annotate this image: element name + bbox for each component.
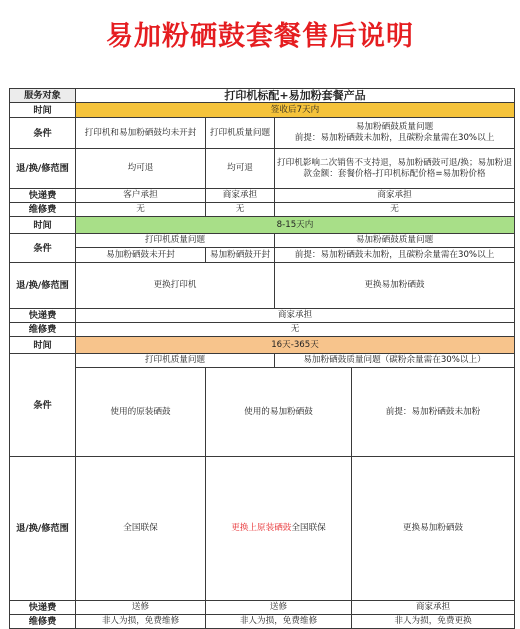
period1-ship-b: 商家承担: [206, 189, 275, 203]
period3-cond-left-title: 打印机质量问题: [76, 354, 275, 368]
period1-condition-row: [10, 118, 515, 149]
period3-shipping-row: [10, 601, 515, 615]
period1-rep-a: 无: [76, 203, 206, 217]
repair-label: 维修费: [10, 323, 76, 337]
period1-shipping-row: [10, 189, 515, 203]
shipping-label: 快递费: [10, 601, 76, 615]
period1-cond-toner-detail: 前提：易加粉硒鼓未加粉，且碳粉余量需在30%以上: [294, 133, 495, 143]
period2-shipping-row: [10, 309, 515, 323]
period2-condition-title-row: [10, 234, 515, 248]
period2-time: 8-15天内: [76, 217, 515, 234]
period1-rep-c: 无: [275, 203, 515, 217]
condition-label: 条件: [10, 354, 76, 457]
period3-scope-b: [206, 457, 352, 601]
scope-label: 退/换/修范围: [10, 263, 76, 309]
period1-cond-unopened: 打印机和易加粉硒鼓均未开封: [76, 118, 206, 149]
service-target-label: 服务对象: [10, 89, 76, 103]
period3-rep-c: 非人为损，免费更换: [352, 615, 515, 629]
period3-rep-b: 非人为损，免费维修: [206, 615, 352, 629]
period3-cond-right-title: 易加粉硒鼓质量问题（碳粉余量需在30%以上）: [275, 354, 515, 368]
period3-scope-b-highlight: 更换上原装硒鼓: [231, 523, 292, 533]
time-label: 时间: [10, 103, 76, 118]
period2-condition-row: [10, 248, 515, 263]
repair-label: 维修费: [10, 615, 76, 629]
condition-label: 条件: [10, 234, 76, 263]
period2-cond-left-title: 打印机质量问题: [76, 234, 275, 248]
period1-rep-b: 无: [206, 203, 275, 217]
period2-scope-right: 更换易加粉硒鼓: [275, 263, 515, 309]
scope-label: 退/换/修范围: [10, 457, 76, 601]
period3-time-row: [10, 337, 515, 354]
period2-scope-row: [10, 263, 515, 309]
period1-scope-c: 打印机影响二次销售不支持退，易加粉硒鼓可退/换；易加粉退款金额：套餐价格-打印机标配价格=易加粉价格: [275, 149, 515, 189]
shipping-label: 快递费: [10, 309, 76, 323]
period2-cond-c: 前提：易加粉硒鼓未加粉，且碳粉余量需在30%以上: [275, 248, 515, 263]
period2-repair-row: [10, 323, 515, 337]
time-label: 时间: [10, 217, 76, 234]
period3-rep-a: 非人为损，免费维修: [76, 615, 206, 629]
period2-time-row: [10, 217, 515, 234]
table-header-row: [10, 89, 515, 103]
page-title: 易加粉硒鼓套餐售后说明: [106, 21, 414, 52]
period3-time: 16天-365天: [76, 337, 515, 354]
period1-scope-b: 均可退: [206, 149, 275, 189]
period1-ship-a: 客户承担: [76, 189, 206, 203]
period1-cond-toner-title: 易加粉硒鼓质量问题: [355, 122, 434, 132]
shipping-label: 快递费: [10, 189, 76, 203]
period3-cond-c: 前提：易加粉硒鼓未加粉: [352, 368, 515, 457]
period3-scope-b-rest: 全国联保: [291, 523, 326, 533]
scope-label: 退/换/修范围: [10, 149, 76, 189]
period3-ship-b: 送修: [206, 601, 352, 615]
period3-cond-b: 使用的易加粉硒鼓: [206, 368, 352, 457]
period3-ship-a: 送修: [76, 601, 206, 615]
period1-repair-row: [10, 203, 515, 217]
period1-scope-row: [10, 149, 515, 189]
time-label: 时间: [10, 337, 76, 354]
period1-cond-printer: 打印机质量问题: [206, 118, 275, 149]
period2-cond-a: 易加粉硒鼓未开封: [76, 248, 206, 263]
period2-cond-b: 易加粉硒鼓开封: [206, 248, 275, 263]
period3-scope-c: 更换易加粉硒鼓: [352, 457, 515, 601]
period2-rep: 无: [76, 323, 515, 337]
period2-scope-left: 更换打印机: [76, 263, 275, 309]
period1-time-row: [10, 103, 515, 118]
period3-scope-a: 全国联保: [76, 457, 206, 601]
repair-label: 维修费: [10, 203, 76, 217]
period1-time: 签收后7天内: [76, 103, 515, 118]
period3-condition-title-row: [10, 354, 515, 368]
condition-label: 条件: [10, 118, 76, 149]
period1-ship-c: 商家承担: [275, 189, 515, 203]
period3-scope-row: [10, 457, 515, 601]
period3-condition-row: [10, 368, 515, 457]
period2-ship: 商家承担: [76, 309, 515, 323]
period2-cond-right-title: 易加粉硒鼓质量问题: [275, 234, 515, 248]
service-target-value: 打印机标配+易加粉套餐产品: [76, 89, 515, 103]
period1-scope-a: 均可退: [76, 149, 206, 189]
period3-repair-row: [10, 615, 515, 629]
period3-ship-c: 商家承担: [352, 601, 515, 615]
period1-cond-toner: [275, 118, 515, 149]
period3-cond-a: 使用的原装硒鼓: [76, 368, 206, 457]
after-sales-table: [9, 88, 515, 629]
